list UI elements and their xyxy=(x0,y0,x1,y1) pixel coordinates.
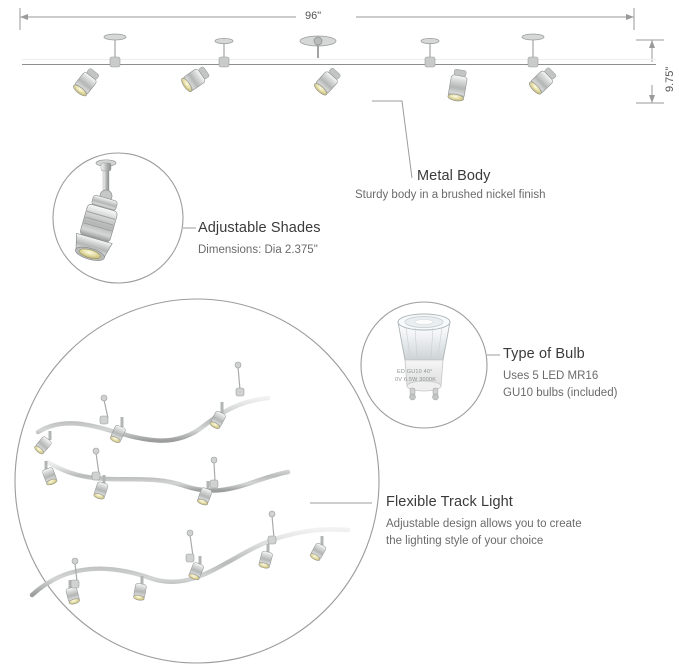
callout-circle-flexible-track xyxy=(15,299,379,663)
dimension-height-label: 9.75" xyxy=(664,66,676,92)
leader-line-metal-body xyxy=(372,101,412,178)
track-head xyxy=(313,62,343,97)
callout-circle-adjustable-shades xyxy=(53,153,183,283)
bulb-print-line-2: 0V 6.5W 3000K xyxy=(395,377,437,383)
callout-desc-flexible-track-2: the lighting style of your choice xyxy=(386,535,544,547)
callout-desc-flexible-track-1: Adjustable design allows you to create xyxy=(386,518,582,530)
dimension-width-label: 96" xyxy=(305,10,322,22)
track-head xyxy=(180,62,211,93)
callout-title-adjustable-shades: Adjustable Shades xyxy=(198,220,321,236)
track-head xyxy=(72,62,101,98)
dimension-lines-right xyxy=(636,40,664,103)
callout-title-type-of-bulb: Type of Bulb xyxy=(503,346,585,362)
callout-title-flexible-track-light: Flexible Track Light xyxy=(386,494,513,510)
track-light-straight-view xyxy=(22,34,656,102)
dimension-lines-top xyxy=(20,8,634,30)
callout-desc-type-of-bulb-1: Uses 5 LED MR16 xyxy=(503,370,599,382)
track-head xyxy=(447,60,468,102)
callout-desc-metal-body: Sturdy body in a brushed nickel finish xyxy=(355,189,546,201)
callout-title-metal-body: Metal Body xyxy=(417,168,491,184)
bulb-print-line-1: ED GU10 40° xyxy=(397,369,433,375)
callout-desc-type-of-bulb-2: GU10 bulbs (included) xyxy=(503,387,618,399)
callout-desc-adjustable-shades: Dimensions: Dia 2.375" xyxy=(198,244,318,256)
